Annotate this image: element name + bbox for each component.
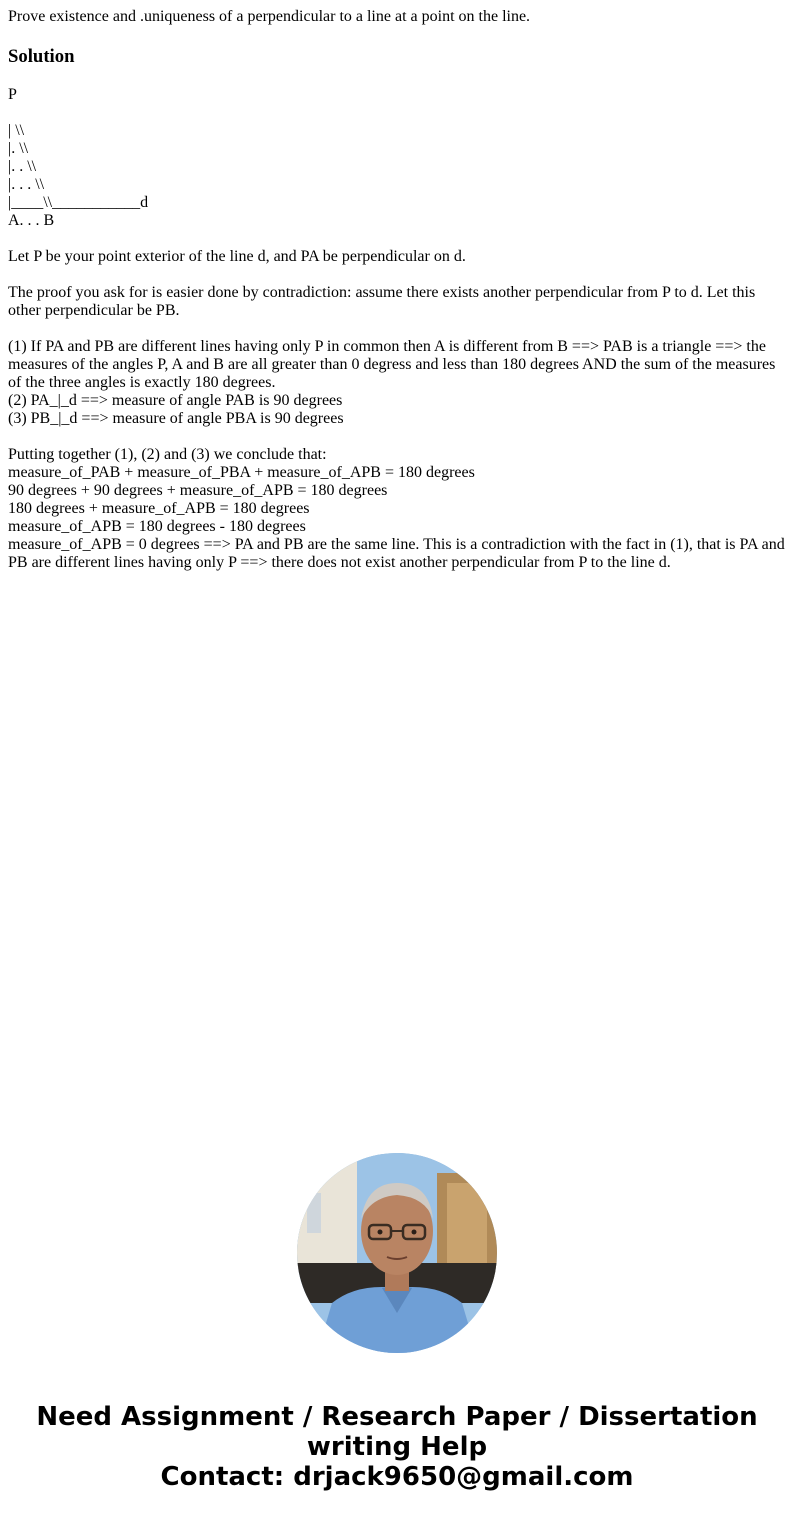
statement-2: (2) PA_|_d ==> measure of angle PAB is 90 degrees bbox=[8, 392, 343, 409]
question-text: Prove existence and .uniqueness of a perpendicular to a line at a point on the line. bbox=[8, 8, 531, 25]
banner-line-2: writing Help bbox=[306, 1432, 488, 1462]
conclusion-line: measure_of_APB = 180 degrees - 180 degrees bbox=[8, 518, 306, 535]
solution-heading: Solution bbox=[8, 46, 75, 67]
conclusion-line: measure_of_PAB + measure_of_PBA + measure_of_APB = 180 degrees bbox=[8, 464, 475, 481]
diagram-line: | \\ bbox=[8, 122, 25, 139]
intro-paragraph: Let P be your point exterior of the line d, and PA be perpendicular on d. bbox=[8, 248, 466, 265]
banner-contact-line: Contact: drjack9650@gmail.com bbox=[160, 1462, 634, 1492]
conclusion-line: Putting together (1), (2) and (3) we conclude that: bbox=[8, 446, 327, 463]
conclusion-line: 90 degrees + 90 degrees + measure_of_APB = 180 degrees bbox=[8, 482, 388, 499]
document bbox=[0, 0, 794, 572]
conclusion-block bbox=[8, 446, 786, 572]
ascii-diagram bbox=[8, 122, 786, 230]
statement-1: (1) If PA and PB are different lines having only P in common then A is different from B ==> PAB is a triangle ==> the measures of the angles P, A and B are all greater than 0 degress and less than 180 degrees AND the sum of the measures of the three angles is exactly 180 degrees. bbox=[8, 338, 776, 391]
promo-banner bbox=[0, 1402, 794, 1492]
conclusion-line: 180 degrees + measure_of_APB = 180 degrees bbox=[8, 500, 310, 517]
conclusion-line: measure_of_APB = 0 degrees ==> PA and PB are the same line. This is a contradiction with the fact in (1), that is PA and PB are different lines having only P ==> there does not exist another perpendicular from P to the line d. bbox=[8, 536, 785, 571]
diagram-label-p: P bbox=[8, 86, 17, 103]
avatar bbox=[297, 1153, 497, 1353]
diagram-line: |. . \\ bbox=[8, 158, 37, 175]
banner-line-1: Need Assignment / Research Paper / Dissertation bbox=[36, 1402, 758, 1432]
diagram-top bbox=[8, 86, 786, 104]
statement-3: (3) PB_|_d ==> measure of angle PBA is 90 degrees bbox=[8, 410, 344, 427]
tutor-portrait-image bbox=[297, 1153, 497, 1353]
diagram-line: |____\\___________d bbox=[8, 194, 149, 211]
proof-intro-paragraph: The proof you ask for is easier done by contradiction: assume there exists another perpendicular from P to d. Let this other perpendicular be PB. bbox=[8, 284, 756, 319]
diagram-line: A. . . B bbox=[8, 212, 55, 229]
statements-block bbox=[8, 338, 786, 428]
diagram-line: |. \\ bbox=[8, 140, 29, 157]
diagram-line: |. . . \\ bbox=[8, 176, 45, 193]
